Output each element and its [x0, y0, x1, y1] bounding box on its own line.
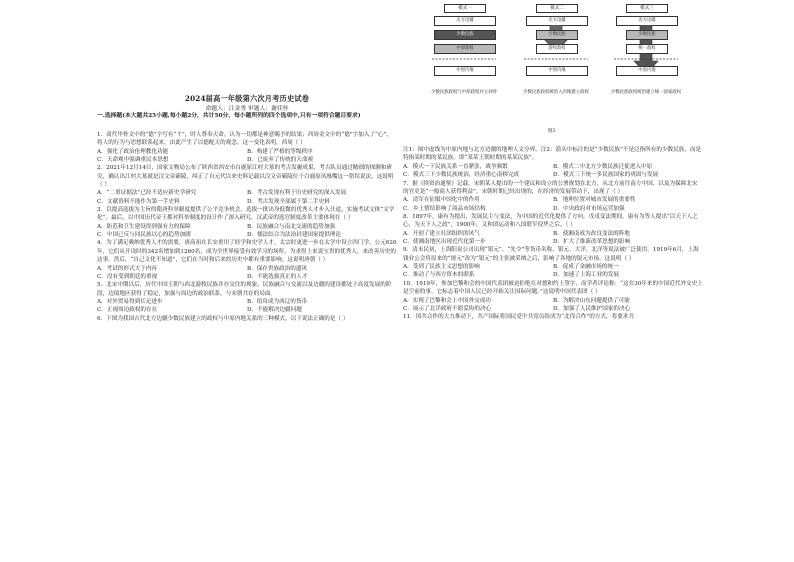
- question-8: [403, 213, 703, 246]
- dashed-boundary-line: [522, 54, 590, 64]
- option-b: B．模式二中北方少数民族迁徙进入中原: [553, 164, 653, 170]
- question-stem: 3．以提高选拔为主旨的隋唐科举制度提供了公平竞争机会，选拔一批出身低微的优秀人才步入仕途，实施考试文体“文学化”。最后，以中国历代帝王都对科举制度的设计作了深入研究，汉武帝的选官制度改革主要体现在（ ）: [97, 207, 395, 222]
- option-a: A．实现了巴黎和会上中国外交成功: [403, 297, 491, 304]
- question-2: [97, 164, 397, 206]
- option-c: C．文献资料不能作为第一手史料: [97, 198, 180, 205]
- option-b: B．促成了金融市场的统一: [553, 264, 619, 271]
- regime-box: 游牧政权: [536, 44, 578, 54]
- option-c: C．天命观中强调重民本思想: [97, 157, 169, 164]
- central-plains-box: 中原内地: [434, 66, 496, 76]
- option-c: C．乡土情结影响了商品市场结构: [403, 205, 486, 212]
- figure-label: 图3: [548, 129, 556, 134]
- exam-title: 2024届高一年级第六次月考历史试卷: [184, 94, 310, 103]
- mode-label: 模式二: [536, 4, 578, 13]
- relationship-diagrams: [430, 4, 680, 144]
- question-options: [97, 298, 397, 315]
- option-a: A．防范和卫生建设得到强有力的保障: [97, 223, 191, 230]
- exam-authors: 命题人：江金秀 审题人：谢佳怀: [205, 106, 289, 112]
- option-c: C．没有受到朝廷的重视: [97, 273, 158, 280]
- option-a: A．清军在征服中国化中的作用: [403, 197, 480, 204]
- option-d: D．中央政府对市场运营加强: [553, 205, 625, 212]
- mode-caption: 少数民族政权与中原政权并立对峙: [431, 90, 497, 95]
- option-c: C．中国已反与同民族以心的趋势加剧: [97, 232, 191, 239]
- option-a: A．对外贸易得到长足进步: [97, 298, 163, 305]
- diagram-note: 注1：图中虚线为中原内地与北方边疆的地理人文分界。注2：箭头中标注的是“少数民族”不是泛指所有的少数民族，而是特指某时期的某民族。即“某某王朝时期的某某民族”。: [403, 147, 702, 162]
- minority-box: 少数民族: [536, 30, 578, 40]
- question-stem: 9．清末民初，上海阳泉公司出现“银元”、“先令”等货币名称，银元、大洋、北洋等说法被广泛使用。1919年6月，上海钱业公会将原来的“规元”改为“银元”的主张被采纳之后，影响了各地的银元市场。这说明（ ）: [403, 247, 699, 262]
- central-plains-box: 中原内地: [526, 66, 588, 76]
- northern-frontier-box: 北方边疆: [434, 16, 496, 26]
- question-9: [403, 246, 703, 279]
- question-options: [97, 148, 397, 165]
- option-d: D．加速了上海工业的发展: [553, 272, 620, 279]
- option-d: D．儒法结合为法治封建国家提供理论: [247, 232, 341, 239]
- northern-frontier-box: 北方边疆: [526, 16, 588, 26]
- dashed-boundary-line: [430, 54, 498, 64]
- question-options: [403, 263, 703, 280]
- question-stem: 10．1919年，参加巴黎和会的中国代表团被迫拒绝在对德和约上签字，而学者评论称：“这在30年来的中国近代外交史上是空前的事。它标志着中国人民已经开始关注国际问题。”这说明中国代表团（ ）: [403, 280, 703, 296]
- option-d: D．考古发现全部属于第二手史料: [247, 198, 330, 205]
- option-b: B．构建了严格的等级秩序: [247, 148, 313, 155]
- option-d: D．不能选拔真正的人才: [247, 273, 308, 280]
- option-d: D．已废弃了传统的天命观: [247, 157, 314, 164]
- question-options: [97, 265, 397, 282]
- option-a: A．考试的形式大于内容: [97, 265, 157, 272]
- option-a: A．开创了建立社团组织的风气: [403, 230, 480, 237]
- question-6-options: [403, 163, 703, 180]
- mode-label: 模式一: [444, 4, 486, 13]
- question-options: [403, 196, 703, 213]
- question-stem: 11．国共合作的大力推动下，共产国际将国民党中共党员组成为“北伐合作”的方式，将要求共: [403, 314, 634, 321]
- question-stem: 7．据《续资治通鉴》记载，宋朝某人提出的一个建议和设立的公署规划在北方，从北方前往南方中国，以及为保障北宋的官吏是“一般商人获得利益”。宋朝时期已经出现的，在经济的发展带动下，出现了（ ）: [403, 180, 698, 196]
- mode-caption: 少数民族政权统治建立统一国家政权: [610, 90, 682, 95]
- question-stem: 1．商代甲骨文中的“德”字写有“彳”，时人尊奉天命，认为一切都是神意赐予的结果；西周金文中的“德”字加入了“心”，将人的行为与思想联系起来，由此产生了以德配天的观念。这一变化表明，西周（ ）: [97, 132, 392, 147]
- option-b: B．为解决山东问题提供了可能: [553, 297, 630, 304]
- option-c: C．使湘南地区出现近代化第一步: [403, 239, 486, 246]
- option-b: B．考古发现有利于历史研究的深入发展: [247, 190, 347, 197]
- left-column: [97, 131, 397, 323]
- question-3: [97, 206, 397, 239]
- question-stem: 2．2021年12月14日，国家文物局公布了陕西省西安市白鹿原江村大墓的考古发掘成果，考古队员通过精细的探测和研究，确认出江村大墓就是汉文帝霸陵，纠正了自元代以来史料记载以汉文帝霸陵位于白鹿原凤凰嘴这一错误说法。这说明（ ）: [97, 165, 394, 189]
- option-c: C．模式三下少数民族统治，经济重心南移完成: [403, 172, 520, 179]
- option-d: D．模式三下统一多民族国家的巩固与发展: [553, 172, 659, 179]
- option-b: B．地理位置对城市发展的重要性: [553, 197, 636, 204]
- option-b: B．民族融合与南北交流的趋势加强: [247, 223, 336, 230]
- diagram-mode-3: [612, 4, 680, 138]
- question-stem: 8．1897年，康有为提出，发展民主与变法，为中国的近代化提供了方向。戊戌变法期间，康有为等人提出“以天下人之心，为天下人之政”，1900年，义和团运动和八国联军侵华之后，（ ）: [403, 214, 698, 229]
- question-7: [403, 180, 703, 213]
- option-a: A．“二重证据法”已经不适应新史学研究: [97, 190, 197, 197]
- question-options: [403, 297, 703, 314]
- right-column: [403, 163, 703, 322]
- option-c: C．推动了与西方资本的联系: [403, 272, 475, 279]
- option-d: D．不能解决边疆问题: [247, 307, 302, 314]
- option-a: A．受到了民族主义思想的影响: [403, 264, 480, 271]
- minority-box: 少数民族: [626, 30, 668, 40]
- northern-frontier-box: 北方边疆: [616, 16, 678, 26]
- option-b: B．保存贵族政治的遗风: [247, 265, 308, 272]
- minority-box: 少数民族: [434, 30, 496, 40]
- diagram-mode-1: [430, 4, 498, 138]
- diagram-mode-2: [522, 4, 590, 138]
- option-d: D．加强了人民维护国家的决心: [553, 305, 631, 312]
- mode-label: 模式三: [626, 4, 668, 13]
- option-d: D．扩大了维新改革思想的影响: [553, 239, 631, 246]
- question-1: [97, 131, 397, 164]
- mode-caption: 少数民族政权统治入内地建立政权: [523, 90, 589, 95]
- question-11: [403, 313, 703, 321]
- option-b: B．使湘南成为改良变法的阵地: [553, 230, 630, 237]
- question-6: [97, 315, 397, 323]
- question-5: [97, 281, 397, 314]
- option-c: C．正视周边政权的存在: [97, 307, 158, 314]
- option-c: C．展示了北洋政府不愿妥协的决心: [403, 305, 492, 312]
- question-options: [97, 189, 397, 206]
- question-stem: 5．北宋中期以后，历代中国王朝与西北游牧民族并存交往的现象，民族融合与交流以及边疆的建设都处于高度发展的阶段，边境地区获得了稳定，加强与周边的政治联系，与宋朝共存的局面。: [97, 282, 392, 297]
- option-a: A．强化了政治伦理教化功能: [97, 148, 169, 155]
- section-heading: 一.选择题(本大题共25小题,每小题2分，共计50分，每小题所列的四个选项中,只有一项符合题目要求): [97, 113, 361, 119]
- question-stem: 4．为了满足吸纳优秀人才的需要，唐高祖在长安重用了经学和史学人才，太宗时更进一步在太学中设立四门学。公元626年，它们从开设时的342名增加到1260名，成为全世界接受有效学习的场所。为求得上来说宝贵的优秀人，来改善历史的这事。然后，“自己文化不知道”，它们在当时和后来的历史中都有重要影响。这说明唐朝（ ）: [97, 240, 397, 264]
- dashed-boundary-line: [612, 54, 680, 64]
- option-b: B．绢帛成为西辽的货币: [247, 298, 308, 305]
- question-options: [403, 163, 703, 180]
- question-stem: 6．下图为我国古代北方边疆少数民族建立的政权与中原内地关系的三种模式，以下说法正确的是（ ）: [97, 315, 349, 322]
- regime-box: 中原政权: [434, 44, 496, 54]
- regime-box: 统一政权: [626, 44, 668, 54]
- question-options: [97, 223, 397, 240]
- question-10: [403, 280, 703, 313]
- question-options: [403, 230, 703, 247]
- option-a: A．模式一下民族关系一直紧张，战争频繁: [403, 164, 508, 170]
- central-plains-box: 中原内地: [616, 66, 678, 76]
- question-4: [97, 239, 397, 281]
